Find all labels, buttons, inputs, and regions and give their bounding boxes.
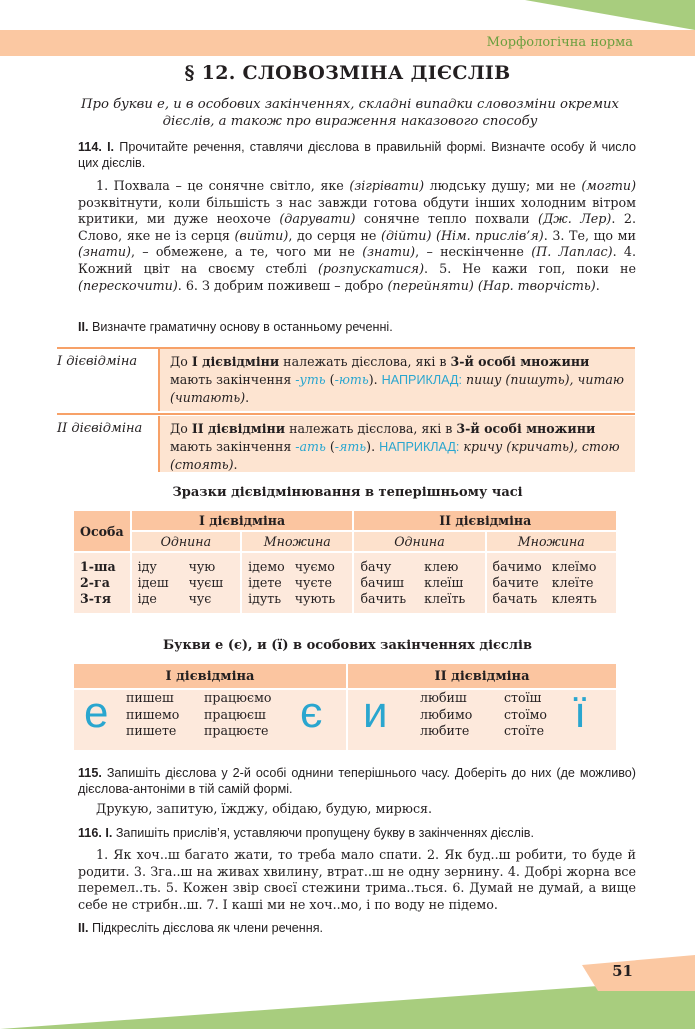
ex116-part2-label: ІІ.: [78, 921, 89, 935]
word: пишете: [126, 723, 177, 738]
letters-header-c2: ІІ дієвідміна: [348, 664, 616, 688]
word: пишеш: [126, 690, 174, 705]
word: клеїть: [424, 591, 466, 606]
word: чуємо: [294, 559, 335, 574]
word: стоїмо: [504, 706, 548, 722]
rule-1-label: І дієвідміна: [57, 354, 138, 369]
word: працюємо: [204, 690, 272, 705]
word: ідемо: [248, 559, 285, 574]
word: чуєш: [188, 575, 224, 590]
word: працюєте: [204, 723, 269, 738]
word: чує: [188, 591, 212, 606]
word: ідете: [248, 575, 282, 590]
word: любиш: [420, 690, 467, 705]
ex116-proverbs: 1. Як хоч..ш багато жати, то треба мало спати. 2. Як буд..ш робити, то буде й родити. 3. Зга..ш на живах хвилину, втрат..ш не одну зернину. 4. Добрі жорна все перемел..ть. 5. Кожен звір своєї стежини трима..ться. 6. Думай не думай, а вище себе не стрибн..ш. 7. І каші ми не хоч..мо, і по воду не підемо.: [78, 847, 636, 912]
letter-yi: ї: [574, 688, 587, 737]
ex116-part1-label: І.: [105, 826, 113, 840]
letters-words-2: [204, 690, 271, 740]
word: чуєте: [294, 575, 332, 590]
word: клеїмо: [551, 559, 597, 574]
running-header: [0, 30, 695, 56]
conj-header-c1: І дієвідміна: [132, 511, 353, 530]
word: клеїш: [424, 575, 464, 590]
ex114-number: 114.: [78, 140, 102, 154]
ex114-part2: [78, 320, 636, 336]
ex114-part2-label: ІІ.: [78, 320, 89, 334]
conj-c1-plur: [242, 553, 352, 613]
person-2: 2-га: [80, 575, 110, 590]
letters-words-1: [126, 690, 179, 740]
word: працюєш: [204, 706, 266, 722]
letter-y: и: [363, 688, 388, 737]
corner-decoration: [525, 0, 695, 30]
ex116-part2-text: Підкресліть дієслова як члени речення.: [92, 921, 324, 935]
ex115-number: 115.: [78, 766, 102, 780]
conj-header-c1-plur: Множина: [242, 532, 352, 551]
ex116-number: 116.: [78, 826, 102, 840]
word: бачите: [492, 575, 539, 590]
letters-words-4: [504, 690, 547, 740]
rule-2-example-word: НАПРИКЛАД:: [379, 440, 460, 454]
ex114-part1-text: Прочитайте речення, ставлячи дієслова в правильній формі. Визначте особу й число цих дієслів.: [78, 140, 637, 170]
letters-words-3: [420, 690, 472, 740]
conj-header-c1-sing: Однина: [132, 532, 240, 551]
bottom-decoration: [0, 939, 695, 1029]
section-title: Морфологічна норма: [486, 35, 633, 50]
word: іде: [137, 591, 157, 606]
rule-1-example-word: НАПРИКЛАД:: [381, 373, 462, 387]
ex114-part2-text: Визначте граматичну основу в останньому реченні.: [92, 320, 393, 334]
rule-2-box: До ІІ дієвідміни належать дієслова, які в 3-й особі множини мають закінчення -ать (-ять). НАПРИКЛАД: кричу (кричать), стою (стоять).: [158, 416, 635, 472]
rule-2-label: ІІ дієвідміна: [57, 421, 143, 436]
word: ідуть: [248, 591, 282, 606]
rule-separator-mid: [57, 413, 635, 415]
page-subtitle: Про букви е, и в особових закінченнях, складні випадки словозміни окремих дієслів, а також про вираження наказового способу: [81, 97, 619, 129]
letter-e: е: [84, 688, 109, 737]
word: бачить: [360, 591, 407, 606]
conj-persons: [74, 553, 130, 613]
word: стоїш: [504, 690, 542, 705]
conjugation-table: [72, 509, 618, 615]
conj-header-c2-plur: Множина: [487, 532, 616, 551]
word: клеїте: [551, 575, 594, 590]
letters-header-c1: І дієвідміна: [74, 664, 346, 688]
page-title: § 12. СЛОВОЗМІНА ДІЄСЛІВ: [184, 62, 511, 84]
word: стоїте: [504, 723, 545, 738]
word: бачу: [360, 559, 392, 574]
conj-table-caption: Зразки дієвідмінювання в теперішньому часі: [172, 485, 523, 500]
letter-ye: є: [300, 688, 323, 737]
ex115-task: [78, 766, 636, 798]
word: бачать: [492, 591, 538, 606]
page-number: 51: [612, 962, 633, 980]
ex116-part1-text: Запишіть прислів’я, уставляючи пропущену букву в закінченнях дієслів.: [115, 826, 534, 840]
word: бачимо: [492, 559, 542, 574]
ex116-part2: [78, 921, 636, 937]
rule-1-box: До І дієвідміни належать дієслова, які в 3-й особі множини мають закінчення -уть (-ють). НАПРИКЛАД: пишу (пишуть), читаю (читають).: [158, 349, 635, 411]
word: клеять: [551, 591, 597, 606]
word: ідеш: [137, 575, 169, 590]
conj-c2-plur: [487, 553, 616, 613]
word: іду: [137, 559, 157, 574]
ex116-task: [78, 826, 636, 842]
ex115-text: Запишіть дієслова у 2-й особі однини теперішнього часу. Доберіть до них (де можливо) дієслова-антоніми в тій самій формі.: [78, 766, 636, 796]
ex114-sentences: 1. Похвала – це сонячне світло, яке (зігрівати) людську душу; ми не (могти) розквітнути, коли більшість з нас завжди готова обдути інших холодним вітром критики, ми дуже неохоче (дарувати) сонячне тепло похвали (Дж. Лер). 2. Слово, яке не із серця (вийти), до серця не (дійти) (Нім. прислів’я). 3. Те, що ми (знати), – обмежене, а те, чого ми не (знати), – нескінченне (П. Лаплас). 4. Кожний цвіт на своєму стеблі (розпускатися). 5. Не кажи гоп, поки не (перескочити). 6. З добрим поживеш – добро (перейняти) (Нар. творчість).: [78, 178, 637, 293]
word: любите: [420, 723, 470, 738]
person-1: 1-ша: [80, 559, 116, 574]
ex114-task: [78, 140, 636, 172]
word: бачиш: [360, 575, 404, 590]
letters-table-caption: Букви е (є), и (ї) в особових закінченнях дієслів: [163, 638, 532, 653]
word: клею: [424, 559, 459, 574]
word: любимо: [420, 706, 473, 722]
conj-c1-sing: [132, 553, 240, 613]
ex114-part1-label: І.: [107, 140, 115, 154]
word: чую: [188, 559, 216, 574]
conj-header-c2: ІІ дієвідміна: [354, 511, 616, 530]
conj-header-c2-sing: Однина: [354, 532, 484, 551]
word: пишемо: [126, 706, 180, 722]
word: чують: [294, 591, 336, 606]
conj-header-person: Особа: [74, 511, 130, 551]
person-3: 3-тя: [80, 591, 112, 606]
conj-c2-sing: [354, 553, 484, 613]
ex115-words: Друкую, запитую, їжджу, обідаю, будую, мирюся.: [96, 801, 433, 816]
